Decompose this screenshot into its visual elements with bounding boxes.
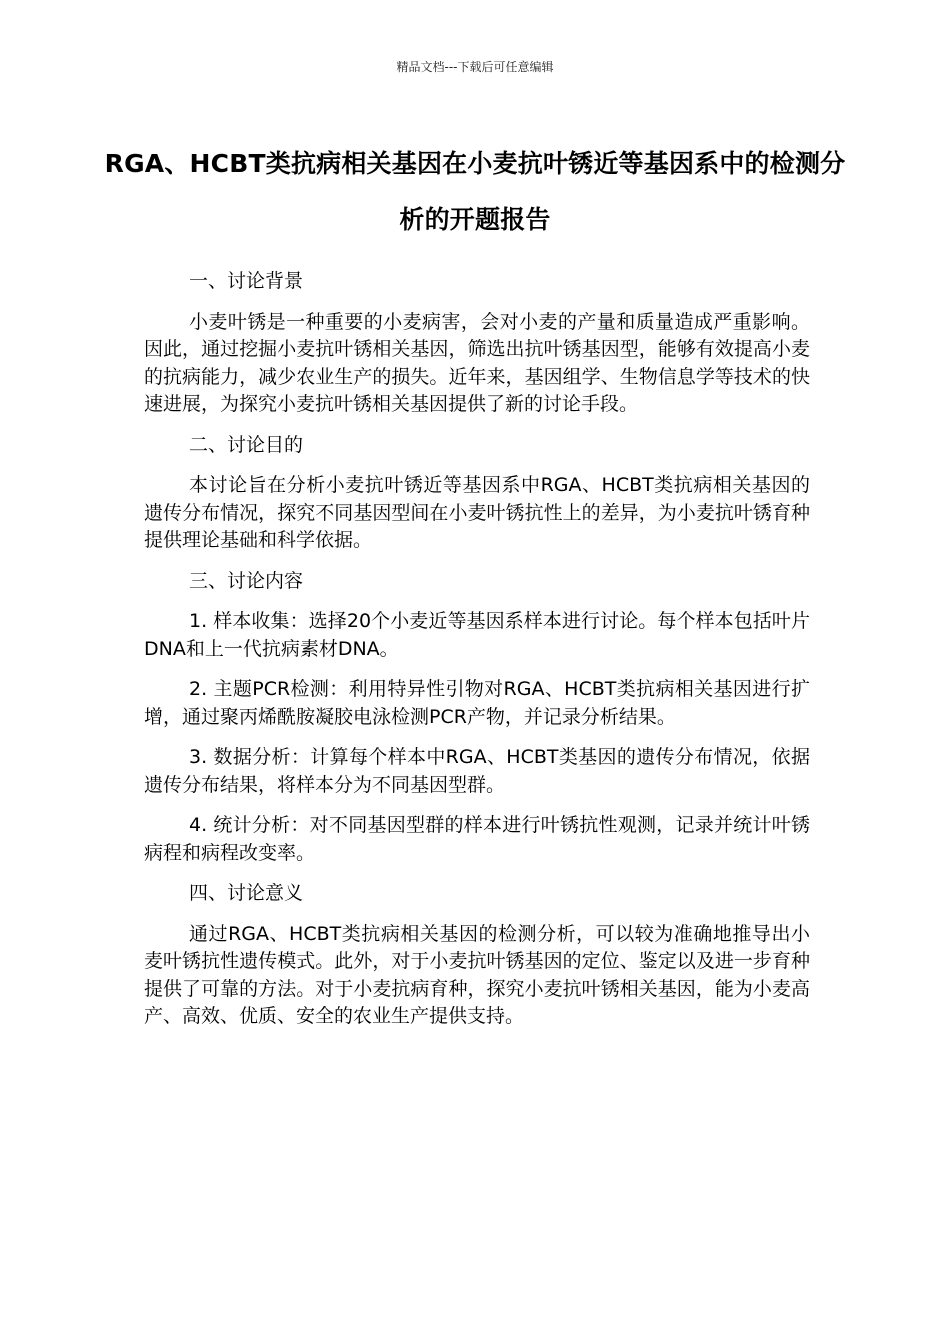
list-item: 2. 主题PCR检测：利用特异性引物对RGA、HCBT类抗病相关基因进行扩增，通过聚丙烯酰胺凝胶电泳检测PCR产物，并记录分析结果。: [144, 678, 810, 728]
section-heading: 三、讨论内容: [189, 569, 304, 592]
section-purpose: [144, 432, 810, 555]
paragraph: 小麦叶锈是一种重要的小麦病害，会对小麦的产量和质量造成严重影响。因此，通过挖掘小麦抗叶锈相关基因，筛选出抗叶锈基因型，能够有效提高小麦的抗病能力，减少农业生产的损失。近年来，基因组学、生物信息学等技术的快速进展，为探究小麦抗叶锈相关基因提供了新的讨论手段。: [144, 310, 810, 415]
paragraph: 本讨论旨在分析小麦抗叶锈近等基因系中RGA、HCBT类抗病相关基因的遗传分布情况，探究不同基因型间在小麦叶锈抗性上的差异，为小麦抗叶锈育种提供理论基础和科学依据。: [144, 474, 810, 551]
list-item: 1. 样本收集：选择20个小麦近等基因系样本进行讨论。每个样本包括叶片DNA和上一代抗病素材DNA。: [144, 610, 810, 660]
page-header: 精品文档---下载后可任意编辑: [396, 60, 554, 74]
paragraph: 通过RGA、HCBT类抗病相关基因的检测分析，可以较为准确地推导出小麦叶锈抗性遗传模式。此外，对于小麦抗叶锈基因的定位、鉴定以及进一步育种提供了可靠的方法。对于小麦抗病育种，探究小麦抗叶锈相关基因，能为小麦高产、高效、优质、安全的农业生产提供支持。: [144, 922, 810, 1027]
section-heading: 一、讨论背景: [189, 270, 304, 292]
document-body: [144, 268, 810, 1044]
document-title: RGA、HCBT类抗病相关基因在小麦抗叶锈近等基因系中的检测分析的开题报告: [104, 149, 846, 234]
list-item: 3. 数据分析：计算每个样本中RGA、HCBT类基因的遗传分布情况，依据遗传分布结果，将样本分为不同基因型群。: [144, 746, 810, 796]
section-heading: 四、讨论意义: [189, 882, 304, 904]
section-content: [144, 568, 810, 868]
section-significance: [144, 880, 810, 1031]
section-heading: 二、讨论目的: [189, 433, 304, 456]
list-item: 4. 统计分析：对不同基因型群的样本进行叶锈抗性观测，记录并统计叶锈病程和病程改变率。: [144, 814, 810, 864]
section-background: [144, 268, 810, 419]
